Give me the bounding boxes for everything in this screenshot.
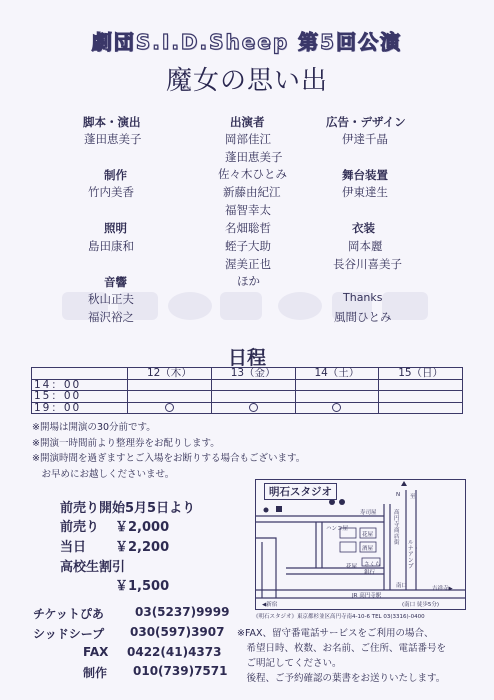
- map-label: 南口: [396, 583, 408, 589]
- map-label: ルナ・アンプ: [408, 540, 420, 570]
- schedule-cell: [211, 379, 295, 391]
- note-line: ※開演時間を過ぎますとご入場をお断りする場合もございます。: [32, 453, 306, 464]
- stage-label: 舞台装置: [342, 168, 388, 182]
- fax-notes: [237, 626, 446, 686]
- note-line: ※開演一時間前より整理券をお配りします。: [32, 437, 220, 449]
- schedule-day-header: 13（金）: [211, 368, 295, 380]
- cast-name: 蓬田恵美子: [225, 150, 283, 164]
- schedule-row: [32, 391, 463, 403]
- map-caption: 《明石スタジオ》東京都杉並区高円寺南4-10-6 TEL 03(3316)-0400: [253, 614, 425, 620]
- map-label: 花屋: [346, 564, 358, 570]
- door-price: ￥2,200: [115, 540, 170, 555]
- cast-name: 名畑聡哲: [225, 221, 271, 235]
- contact-label: FAX: [83, 645, 109, 659]
- cast-name: 渥美正也: [225, 257, 271, 271]
- thanks-label: Thanks: [343, 291, 383, 304]
- note-line: お早めにお越しくださいませ。: [32, 468, 175, 480]
- script-label: 脚本・演出: [83, 115, 141, 129]
- map-label: 寿司屋: [360, 510, 377, 516]
- contact-label: 制作: [83, 666, 108, 680]
- schedule-cell: [295, 379, 379, 391]
- sound-name: 福沢裕之: [88, 310, 134, 324]
- contact-phone: 03(5237)9999: [135, 605, 230, 619]
- schedule-cell: [128, 391, 212, 403]
- fax-note-line: ※FAX、留守番電話サービスをご利用の場合、: [237, 628, 434, 639]
- map-label: 花屋: [362, 532, 374, 538]
- sound-name: 秋山正夫: [88, 292, 134, 306]
- schedule-cell: [128, 379, 212, 391]
- production-name: 竹内美香: [88, 185, 134, 199]
- ad-design-label: 広告・デザイン: [326, 115, 406, 129]
- map-label: ◀新宿: [262, 602, 278, 608]
- map-label: ハンコ屋: [326, 526, 349, 532]
- costume-label: 衣装: [352, 221, 375, 235]
- cast-name: 蛭子大助: [225, 239, 271, 253]
- cast-label: 出演者: [230, 115, 265, 129]
- schedule-cell: [295, 402, 379, 414]
- performance-mark-icon: [332, 403, 341, 412]
- note-line: ※開場は開演の30分前です。: [32, 422, 156, 433]
- schedule-cell: [211, 391, 295, 403]
- access-map: [255, 479, 466, 610]
- lighting-name: 島田康和: [88, 239, 134, 253]
- schedule-day-header: 12（木）: [128, 368, 212, 380]
- schedule-cell: [295, 391, 379, 403]
- schedule-header-row: [32, 368, 463, 380]
- schedule-cell: [211, 402, 295, 414]
- schedule-time: 15：00: [32, 391, 128, 403]
- cast-name: ほか: [237, 274, 260, 288]
- schedule-cell: [128, 402, 212, 414]
- schedule-day-header: 14（土）: [295, 368, 379, 380]
- stage-name: 伊東達生: [342, 185, 388, 199]
- station-label: JR 高円寺駅: [352, 593, 382, 599]
- cast-name: 新藤由紀江: [223, 185, 281, 199]
- ad-design-name: 伊達千晶: [342, 132, 388, 146]
- student-price: ￥1,500: [115, 579, 170, 594]
- door-label: 当日: [60, 540, 87, 555]
- contact-label: チケットぴあ: [33, 607, 104, 621]
- map-title: 明石スタジオ: [264, 483, 337, 500]
- schedule-row: [32, 402, 463, 414]
- schedule-corner-cell: [32, 368, 128, 380]
- cast-name: 佐々木ひとみ: [218, 167, 287, 181]
- schedule-cell: [379, 379, 463, 391]
- map-label: (南口 徒歩5分): [402, 602, 440, 608]
- notes-block: [32, 420, 305, 482]
- fax-note-line: 後程、ご予約確認の葉書をお送りいたします。: [237, 673, 446, 684]
- schedule-time: 14：00: [32, 379, 128, 391]
- presale-start: 前売り開始5月5日より: [60, 501, 196, 516]
- map-label: 高円寺商店街: [394, 510, 400, 546]
- map-label: 酒屋: [362, 546, 374, 552]
- schedule-day-header: 15（日）: [379, 368, 463, 380]
- schedule-table: [31, 367, 463, 414]
- performance-mark-icon: [165, 403, 174, 412]
- map-label: 至: [410, 494, 416, 500]
- fax-note-line: ご明記してください。: [237, 658, 342, 669]
- map-label: 吉祥寺▶: [432, 586, 453, 592]
- schedule-title: 日程: [227, 347, 266, 369]
- costume-name: 長谷川喜美子: [333, 257, 402, 271]
- contact-phone: 0422(41)4373: [127, 645, 222, 659]
- schedule-cell: [379, 402, 463, 414]
- sound-label: 音響: [104, 275, 127, 289]
- production-label: 制作: [104, 168, 127, 182]
- costume-name: 岡本麗: [348, 239, 383, 253]
- presale-label: 前売り: [60, 520, 100, 535]
- contact-phone: 030(597)3907: [130, 625, 225, 639]
- studio-marker: [264, 508, 269, 513]
- schedule-row: [32, 379, 463, 391]
- play-title: 魔女の思い出: [165, 66, 328, 96]
- cast-name: 岡部佳江: [225, 132, 271, 146]
- schedule-cell: [379, 391, 463, 403]
- performance-mark-icon: [249, 403, 258, 412]
- cast-name: 福智幸太: [225, 203, 271, 217]
- north-marker: N: [396, 492, 401, 498]
- presale-price: ￥2,000: [115, 520, 170, 535]
- map-label: さくら銀行: [364, 562, 381, 576]
- schedule-time: 19：00: [32, 402, 128, 414]
- troupe-header: 劇団S.I.D.Sheep 第5回公演: [91, 30, 403, 54]
- student-label: 高校生割引: [60, 560, 126, 575]
- lighting-label: 照明: [104, 221, 127, 235]
- script-name: 蓬田恵美子: [84, 132, 142, 146]
- contact-label: シッドシープ: [33, 627, 105, 641]
- contact-phone: 010(739)7571: [133, 664, 228, 678]
- fax-note-line: 希望日時、枚数、お名前、ご住所、電話番号を: [237, 643, 447, 654]
- thanks-name: 風間ひとみ: [334, 310, 392, 324]
